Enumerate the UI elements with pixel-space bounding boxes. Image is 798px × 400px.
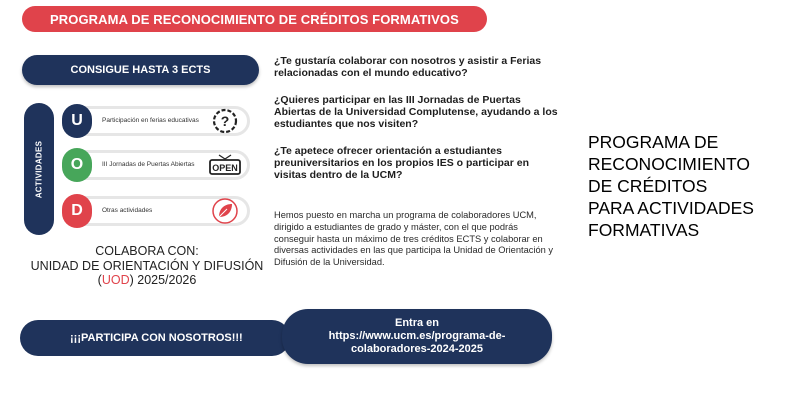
slide-caption [588, 131, 798, 241]
program-title-banner: PROGRAMA DE RECONOCIMIENTO DE CRÉDITOS FORMATIVOS [22, 6, 487, 32]
paren-open: ( [97, 273, 102, 287]
activity-row-jornadas [62, 150, 252, 180]
activity-text: Otras actividades [102, 207, 153, 214]
open-sign-icon [208, 150, 242, 180]
ects-banner: CONSIGUE HASTA 3 ECTS [22, 55, 259, 85]
question-jornadas: ¿Quieres participar en las III Jornadas de Puertas Abiertas de la Universidad Complutense, ayudando a los estudiantes que nos visiten? [274, 94, 558, 130]
caption-line: FORMATIVAS [588, 220, 700, 240]
question-mark-circle-icon [208, 106, 242, 136]
program-description: Hemos puesto en marcha un programa de colaboradores UCM, dirigido a estudiantes de grado y máster, con el que podrás conseguir hasta un máximo de tres créditos ECTS y colaborar en diversas actividades en las que participa la Unidad de Orientación y Difusión de la Universidad. [274, 210, 554, 268]
activities-side-label-wrapper [24, 103, 54, 235]
activity-row-otras [62, 196, 252, 226]
activity-letter-badge: U [62, 104, 92, 138]
url-box [282, 309, 552, 364]
caption-line: DE CRÉDITOS [588, 176, 708, 196]
caption-line: RECONOCIMIENTO [588, 154, 751, 174]
url-line-1[interactable]: https://www.ucm.es/programa-de- [328, 330, 506, 342]
unit-acronym: UOD [101, 273, 130, 287]
svg-text:OPEN: OPEN [212, 163, 238, 173]
unit-acronym-year [22, 273, 272, 288]
url-line-2[interactable]: colaboradores-2024-2025 [350, 343, 484, 355]
caption-line: PROGRAMA DE [588, 132, 719, 152]
activity-letter-badge: O [62, 148, 92, 182]
question-ferias: ¿Te gustaría colaborar con nosotros y asistir a Ferias relacionadas con el mundo educativo? [274, 55, 542, 79]
unit-name: UNIDAD DE ORIENTACIÓN Y DIFUSIÓN [30, 258, 264, 273]
colabora-heading: COLABORA CON: [95, 244, 199, 258]
activities-side-label: ACTIVIDADES [34, 140, 44, 198]
url-intro: Entra en [394, 317, 439, 329]
question-orientacion: ¿Te apetece ofrecer orientación a estudiantes preuniversitarios en los propios IES o participar en visitas dentro de la UCM? [274, 145, 529, 181]
caption-line: PARA ACTIVIDADES [588, 198, 754, 218]
leaf-icon [208, 196, 242, 226]
year-text: ) 2025/2026 [129, 273, 197, 287]
svg-text:?: ? [220, 113, 230, 129]
activity-text: III Jornadas de Puertas Abiertas [102, 161, 195, 168]
activity-text: Participación en ferias educativas [102, 117, 199, 124]
participate-banner: ¡¡¡PARTICIPA CON NOSOTROS!!! [20, 320, 290, 356]
activity-row-ferias [62, 106, 252, 136]
activity-letter-badge: D [62, 194, 92, 228]
colabora-block [22, 244, 272, 288]
